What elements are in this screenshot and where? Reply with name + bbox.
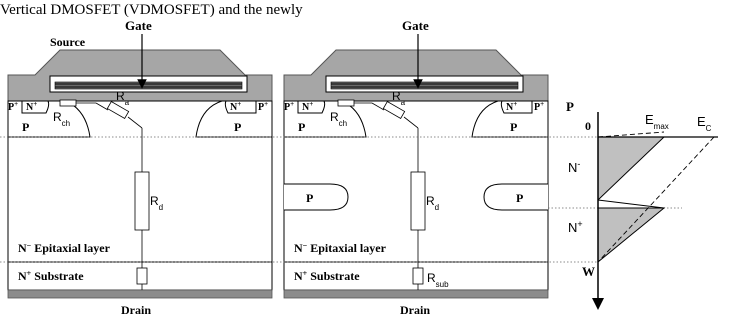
right-n-plus-left-label: N+ [302, 100, 314, 113]
left-r-d-label: $R_d$ [150, 194, 164, 212]
field-e-c-label: $E_C$ [697, 114, 712, 133]
caption-text: Vertical DMOSFET (VDMOSFET) and the newly [0, 2, 303, 18]
field-e-max-label: $E_{max}$ [645, 112, 669, 131]
right-substrate-label: N+ Substrate [294, 268, 360, 283]
left-drain-label: Drain [121, 303, 151, 316]
right-p-island-left-label: P [306, 191, 314, 205]
field-region-n-minus [598, 137, 664, 200]
left-r-sub-resistor [137, 268, 147, 284]
right-drain-label: Drain [400, 303, 430, 316]
right-drain-metal [284, 290, 548, 298]
right-gate-poly [331, 82, 518, 89]
right-r-d-label: $R_d$ [426, 194, 440, 212]
left-n-plus-right-label: N+ [230, 100, 242, 113]
right-p-plus-left: P+ [284, 100, 295, 113]
field-region-p-label: P [566, 99, 574, 114]
field-origin-label: 0 [585, 119, 591, 133]
right-r-ch-label: $R_{ch}$ [330, 110, 348, 128]
field-plot [566, 99, 718, 304]
field-axis-w-label: W [582, 264, 595, 279]
left-p-label-right: P [234, 120, 242, 134]
left-r-d-resistor [135, 172, 149, 230]
left-epi-label: N− Epitaxial layer [18, 240, 110, 255]
left-source-label: Source [50, 35, 86, 49]
right-p-label-right: P [510, 120, 518, 134]
field-region-n-plus-label: N+ [568, 219, 583, 235]
right-r-sub-label: $R_{sub}$ [427, 271, 449, 289]
left-gate-poly [55, 82, 242, 89]
right-p-label-left: P [298, 120, 306, 134]
left-gate-label: Gate [125, 18, 152, 33]
left-p-label-left: P [22, 120, 30, 134]
left-drain-metal [8, 290, 272, 298]
right-p-plus-right: P+ [534, 100, 545, 113]
right-n-plus-right-label: N+ [506, 100, 518, 113]
left-substrate-label: N+ Substrate [18, 268, 84, 283]
left-r-ch-resistor [60, 100, 76, 106]
left-r-ch-label: $R_{ch}$ [53, 110, 71, 128]
right-r-ch-resistor [338, 100, 354, 106]
right-p-island-right-label: P [516, 191, 524, 205]
left-p-plus-left: P+ [8, 100, 19, 113]
right-r-sub-resistor [413, 268, 423, 284]
left-p-plus-right: P+ [258, 100, 269, 113]
right-gate-label: Gate [402, 18, 429, 33]
right-r-d-resistor [411, 172, 425, 230]
field-region-n-plus [598, 208, 664, 262]
left-device [8, 18, 272, 316]
right-r-a-label: $R_a$ [392, 89, 406, 107]
left-n-plus-left-label: N+ [26, 100, 38, 113]
right-epi-label: N− Epitaxial layer [294, 240, 386, 255]
right-device [284, 18, 548, 316]
right-p-island-left [284, 184, 348, 210]
field-region-n-minus-label: N- [568, 159, 581, 175]
left-r-a-label: $R_a$ [116, 89, 130, 107]
